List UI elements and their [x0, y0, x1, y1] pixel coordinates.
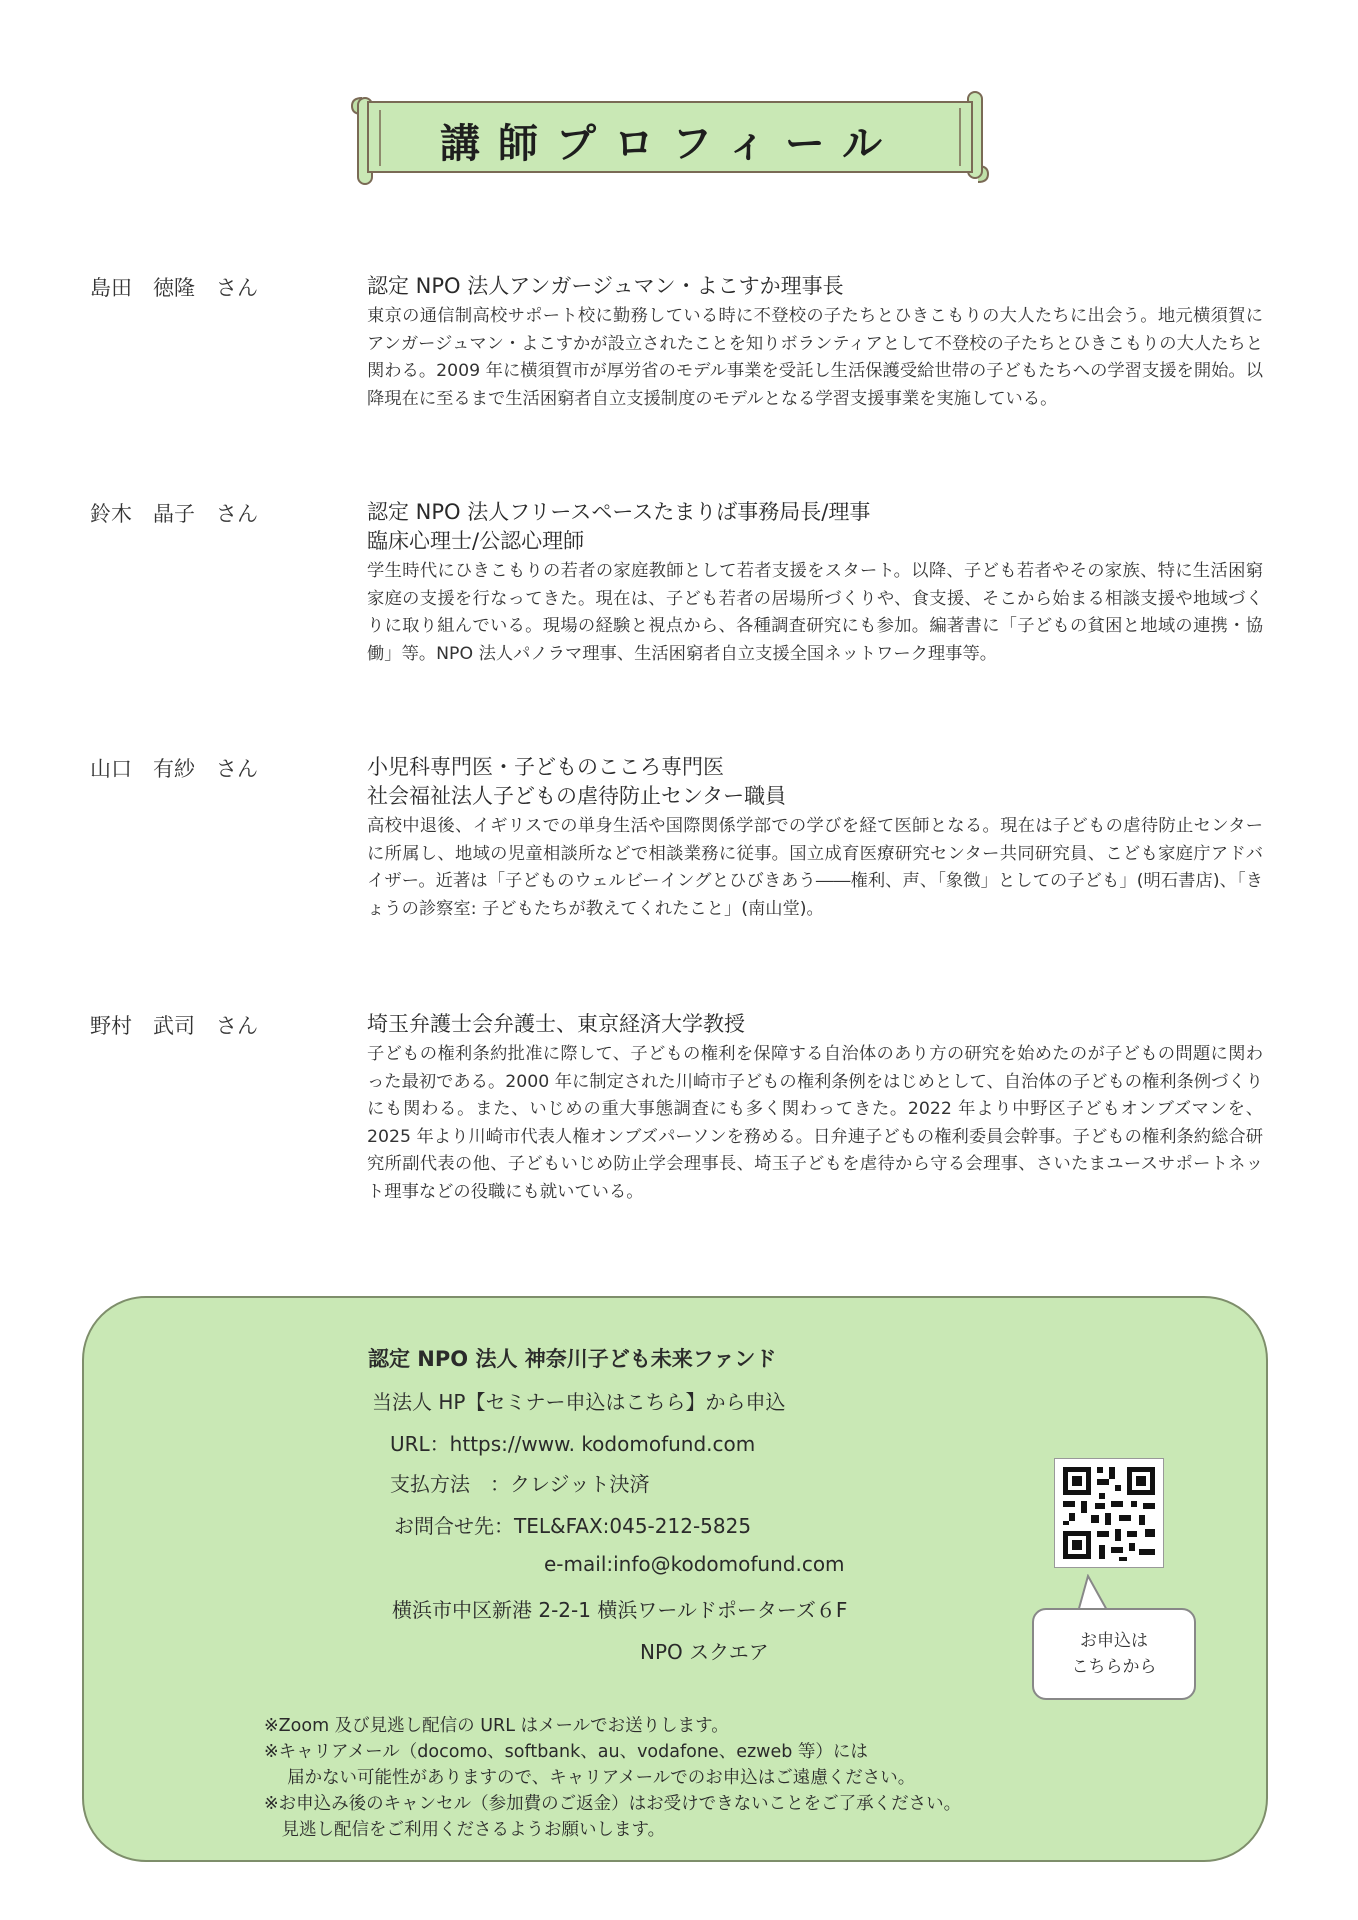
profile-name: 鈴木 晶子 さん [90, 502, 258, 526]
profile-description: 東京の通信制高校サポート校に勤務している時に不登校の子たちとひきこもりの大人たちに出会う。地元横須賀にアンガージュマン・よこすかが設立されたことを知りボランティアとして不登校の子たちとひきこもりの大人たちと関わる。2009 年に横須賀市が厚労省のモデル事業を受託し生活保護受給世帯の子どもたちへの学習支援を開始。以降現在に至るまで生活困窮者自立支援制度のモデルとなる学習支援事業を実施している。 [367, 306, 1263, 409]
profile-name: 島田 徳隆 さん [90, 276, 258, 300]
application-info-box [82, 1296, 1268, 1862]
profile-description: 子どもの権利条約批准に際して、子どもの権利を保障する自治体のあり方の研究を始めたのが子どもの問題に関わった最初である。2000 年に制定された川崎市子どもの権利条例をはじめとして、自治体の子どもの権利条例づくりにも関わる。また、いじめの重大事態調査にも多く関わってきた。2022 年より中野区子どもオンブズマンを、2025 年より川崎市代表人権オンブズパーソンを務める。日弁連子どもの権利委員会幹事。子どもの権利条約総合研究所副代表の他、子どもいじめ防止学会理事長、埼玉子どもを虐待から守る会理事、さいたまユースサポートネット理事などの役職にも就いている。 [367, 1044, 1263, 1202]
profile-title: 社会福祉法人子どもの虐待防止センター職員 [367, 784, 787, 808]
website-url[interactable]: URL：https://www. kodomofund.com [390, 1432, 756, 1456]
profile-title: 臨床心理士/公認心理師 [367, 529, 585, 553]
payment-method: 支払方法 ：クレジット決済 [390, 1472, 650, 1496]
page-title: 講師プロフィール [440, 120, 900, 167]
note-line: ※Zoom 及び見逃し配信の URL はメールでお送りします。 [264, 1716, 729, 1736]
profile-description: 高校中退後、イギリスでの単身生活や国際関係学部での学びを経て医師となる。現在は子どもの虐待防止センターに所属し、地域の児童相談所などで相談業務に従事。国立成育医療研究センター共同研究員、こども家庭庁アドバイザー。近著は「子どものウェルビーイングとひびきあう――権利、声、「象徴」としての子ども」(明石書店)、「きょうの診察室: 子どもたちが教えてくれたこと」(南山堂)。 [367, 816, 1263, 919]
profile-title: 認定 NPO 法人アンガージュマン・よこすか理事長 [367, 274, 844, 298]
apply-here-bubble [1032, 1608, 1196, 1700]
bubble-text-line2: こちらから [1071, 1657, 1157, 1677]
address: 横浜市中区新港 2-2-1 横浜ワールドポーターズ６F [392, 1598, 848, 1622]
note-line: ※キャリアメール（docomo、softbank、au、vodafone、ezweb 等）には [264, 1742, 868, 1762]
profile-name: 野村 武司 さん [90, 1014, 258, 1038]
apply-method: 当法人 HP【セミナー申込はこちら】から申込 [372, 1390, 786, 1414]
contact-email[interactable]: e-mail:info@kodomofund.com [544, 1552, 845, 1576]
qr-code-icon [1055, 1459, 1163, 1567]
profile-title: 埼玉弁護士会弁護士、東京経済大学教授 [367, 1012, 745, 1036]
profile-title: 認定 NPO 法人フリースペースたまりば事務局長/理事 [367, 500, 871, 524]
venue-name: NPO スクエア [640, 1640, 769, 1664]
profile-name: 山口 有紗 さん [90, 757, 258, 781]
title-banner [350, 88, 990, 192]
note-line: 見逃し配信をご利用くださるようお願いします。 [264, 1820, 666, 1840]
profile-description: 学生時代にひきこもりの若者の家庭教師として若者支援をスタート。以降、子ども若者やその家族、特に生活困窮家庭の支援を行なってきた。現在は、子ども若者の居場所づくりや、食支援、そこから始まる相談支援や地域づくりに取り組んでいる。現場の経験と視点から、各種調査研究にも参加。編著書に「子どもの貧困と地域の連携・協働」等。NPO 法人パノラマ理事、生活困窮者自立支援全国ネットワーク理事等。 [367, 561, 1263, 664]
note-line: 届かない可能性がありますので、キャリアメールでのお申込はご遠慮ください。 [264, 1768, 916, 1788]
qr-code[interactable] [1054, 1458, 1164, 1568]
note-line: ※お申込み後のキャンセル（参加費のご返金）はお受けできないことをご了承ください。 [264, 1794, 962, 1814]
contact-phone: お問合せ先：TEL&FAX:045-212-5825 [394, 1514, 752, 1538]
org-name: 認定 NPO 法人 神奈川子ども未来ファンド [368, 1347, 777, 1371]
bubble-text-line1: お申込は [1080, 1631, 1148, 1651]
profile-title: 小児科専門医・子どものこころ専門医 [367, 755, 724, 779]
